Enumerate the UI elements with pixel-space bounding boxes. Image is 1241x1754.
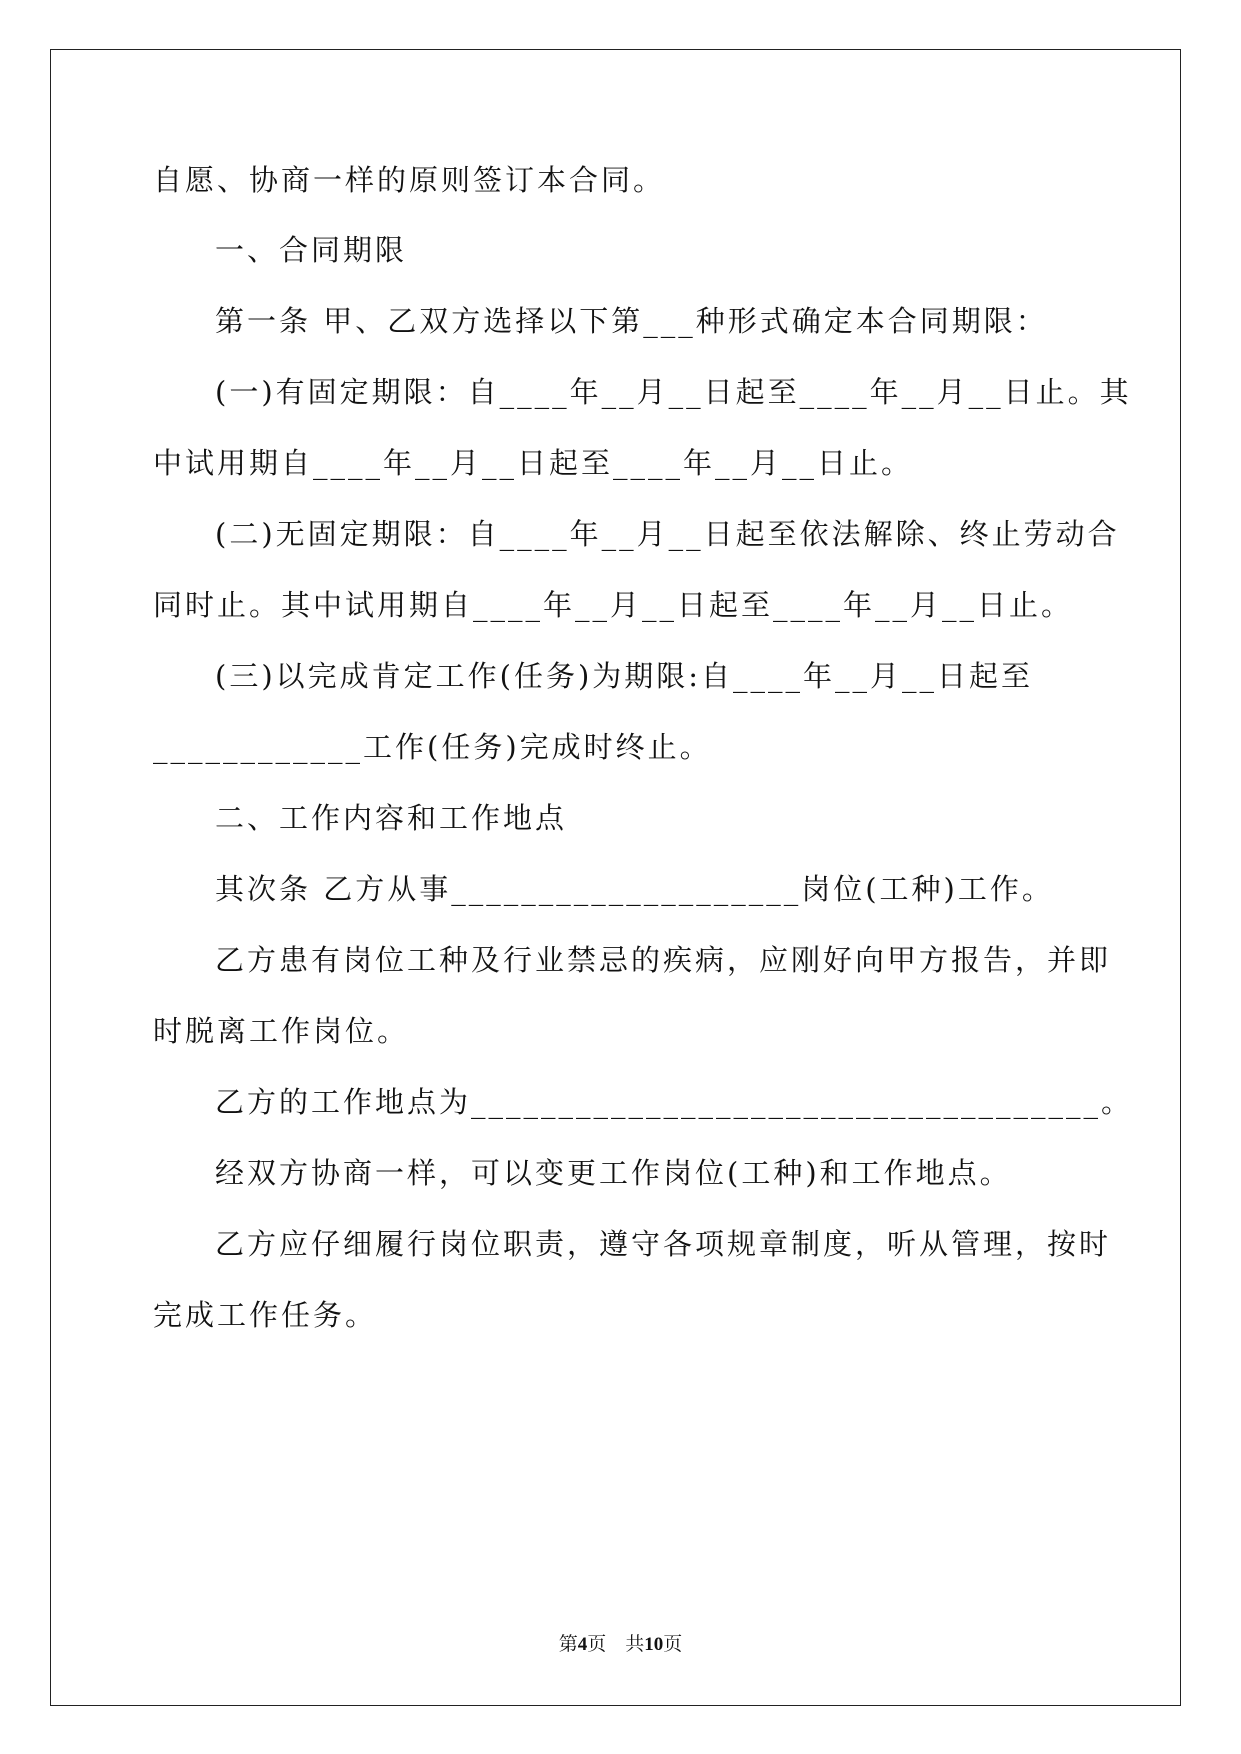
footer-suffix: 页 bbox=[663, 1633, 683, 1655]
text-line: 其次条 乙方从事____________________岗位(工种)工作。 bbox=[215, 872, 1054, 906]
page-footer bbox=[0, 1629, 1241, 1656]
text-line: (二)无固定期限：自____年__月__日起至依法解除、终止劳动合 bbox=[215, 517, 1120, 551]
text-line: 乙方应仔细履行岗位职责，遵守各项规章制度，听从管理，按时 bbox=[215, 1227, 1112, 1261]
page-number: 4 bbox=[577, 1634, 588, 1655]
text-line: 完成工作任务。 bbox=[153, 1298, 378, 1332]
section-heading: 一、合同期限 bbox=[215, 233, 408, 267]
text-line: ____________工作(任务)完成时终止。 bbox=[153, 730, 712, 764]
section-heading: 二、工作内容和工作地点 bbox=[215, 801, 568, 835]
text-line: 乙方的工作地点为____________________________________。 bbox=[215, 1085, 1134, 1119]
text-line: (一)有固定期限：自____年__月__日起至____年__月__日止。其 bbox=[215, 375, 1132, 409]
footer-middle: 页 共 bbox=[587, 1633, 645, 1655]
page-total: 10 bbox=[644, 1634, 664, 1655]
footer-prefix: 第 bbox=[558, 1633, 578, 1655]
text-line: 同时止。其中试用期自____年__月__日起至____年__月__日止。 bbox=[153, 588, 1074, 622]
text-line: 时脱离工作岗位。 bbox=[153, 1014, 410, 1048]
text-line: 自愿、协商一样的原则签订本合同。 bbox=[153, 163, 666, 197]
text-line: 中试用期自____年__月__日起至____年__月__日止。 bbox=[153, 446, 914, 480]
text-line: 第一条 甲、乙双方选择以下第___种形式确定本合同期限： bbox=[215, 304, 1048, 338]
text-line: 乙方患有岗位工种及行业禁忌的疾病，应刚好向甲方报告，并即 bbox=[215, 943, 1112, 977]
text-line: (三)以完成肯定工作(任务)为期限:自____年__月__日起至 bbox=[215, 659, 1034, 693]
text-line: 经双方协商一样，可以变更工作岗位(工种)和工作地点。 bbox=[215, 1156, 1012, 1190]
